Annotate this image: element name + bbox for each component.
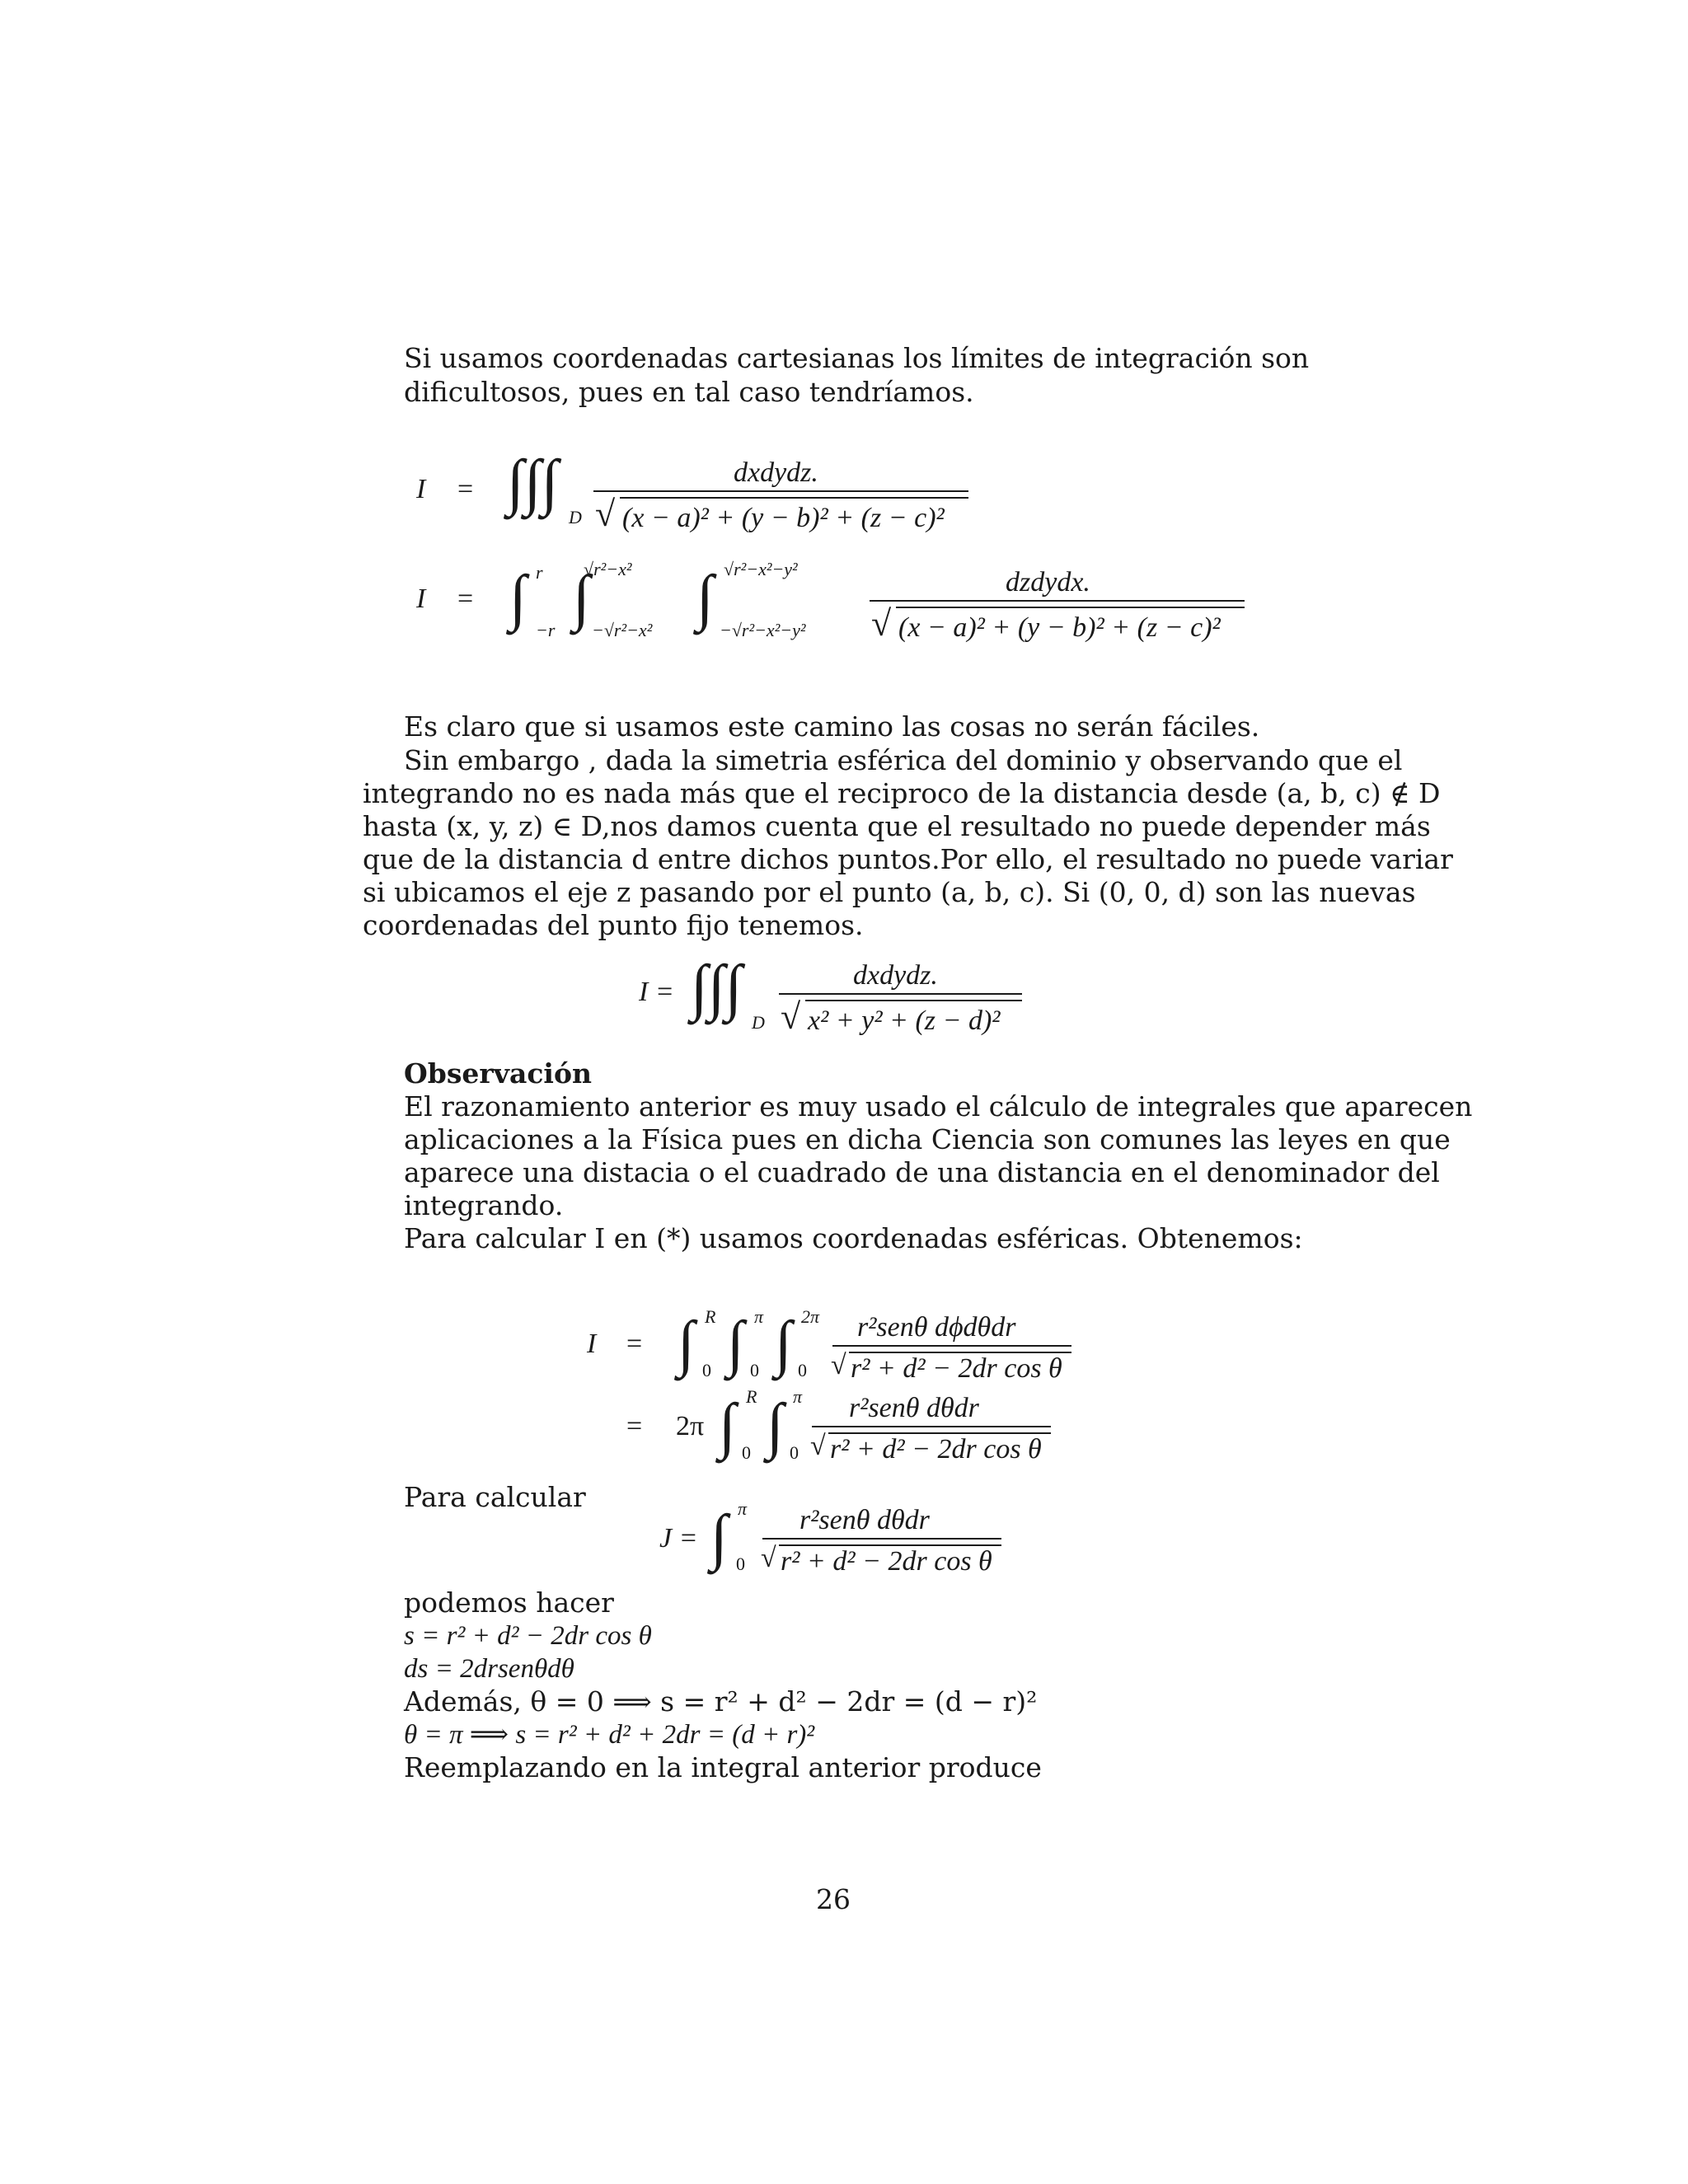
eq5-rel: = xyxy=(626,1411,643,1441)
final-line3: ds = 2drsenθdθ xyxy=(404,1654,574,1684)
eq4-integral-3: ∫ xyxy=(775,1309,792,1378)
obs-line1: El razonamiento anterior es muy usado el cálculo de integrales que aparecen xyxy=(404,1090,1473,1122)
para1-line1: Si usamos coordenadas cartesianas los límites de integración son xyxy=(404,342,1310,374)
eq6-integral: ∫ xyxy=(710,1502,728,1572)
eq3-frac-line xyxy=(779,993,1022,995)
para2-line5: que de la distancia d entre dichos puntos.Por ello, el resultado no puede variar xyxy=(363,843,1453,875)
eq2-rel: = xyxy=(457,583,474,614)
para2-line4: hasta (x, y, z) ∈ D,nos damos cuenta que el resultado no puede depender más xyxy=(363,810,1431,842)
eq4-integral-1: ∫ xyxy=(678,1309,695,1378)
eq2-lhs: I xyxy=(416,583,426,614)
eq6-lo: 0 xyxy=(736,1554,745,1574)
final-line6: Reemplazando en la integral anterior produce xyxy=(404,1751,1042,1783)
eq4-u1: R xyxy=(705,1306,716,1327)
eq3-den: x² + y² + (z − d)² xyxy=(808,1005,1001,1036)
obs-line4: integrando. xyxy=(404,1189,564,1221)
para2-line7: coordenadas del punto fijo tenemos. xyxy=(363,909,864,941)
eq5-coef: 2π xyxy=(676,1411,705,1441)
eq2-frac-line xyxy=(870,600,1245,602)
eq2-l3-up: √r²−x²−y² xyxy=(724,559,798,579)
eq2-den: (x − a)² + (y − b)² + (z − c)² xyxy=(898,612,1221,643)
eq5-sqrt-sign: √ xyxy=(810,1431,826,1461)
eq3-sub: D xyxy=(752,1012,765,1033)
eq2-l3-lo: −√r²−x²−y² xyxy=(720,620,806,640)
eq3-triple-integral: ∫∫∫ xyxy=(691,953,743,1022)
obs-title: Observación xyxy=(404,1057,592,1090)
eq4-integral-2: ∫ xyxy=(727,1309,744,1378)
eq4-num: r²senθ dϕdθdr xyxy=(857,1312,1016,1343)
eq1-sqrt: √ xyxy=(595,494,616,534)
eq3-sqrt: √ xyxy=(781,996,801,1037)
eq2-l1-lo: −r xyxy=(536,620,556,640)
eq1-lhs: I xyxy=(416,474,426,504)
eq2-sqrt: √ xyxy=(871,603,892,644)
para2-line3: integrando no es nada más que el reciproco de la distancia desde (a, b, c) ∉ D xyxy=(363,777,1441,809)
page-number: 26 xyxy=(816,1883,851,1915)
final-line2: s = r² + d² − 2dr cos θ xyxy=(404,1621,652,1651)
eq5-u2: π xyxy=(793,1386,803,1407)
eq5-lo2: 0 xyxy=(790,1442,799,1463)
eq2-l1-up: r xyxy=(536,562,543,583)
para2-line6: si ubicamos el eje z pasando por el punto (a, b, c). Si (0, 0, d) son las nuevas xyxy=(363,876,1416,908)
eq2-integral-3: ∫ xyxy=(696,563,714,632)
eq2-num: dzdydx. xyxy=(1006,567,1090,598)
eq1-rel: = xyxy=(457,474,474,504)
eq4-u2: π xyxy=(754,1306,764,1327)
eq6-den: r² + d² − 2dr cos θ xyxy=(781,1546,992,1577)
eq6-frac-line xyxy=(762,1538,1001,1540)
eq4-u3: 2π xyxy=(801,1306,820,1327)
eq4-lo3: 0 xyxy=(798,1360,807,1380)
eq3-num: dxdydz. xyxy=(853,960,938,991)
eq5-den: r² + d² − 2dr cos θ xyxy=(830,1434,1042,1465)
eq4-den: r² + d² − 2dr cos θ xyxy=(851,1353,1062,1384)
eq5-integral-1: ∫ xyxy=(719,1391,736,1460)
eq1-triple-integral: ∫∫∫ xyxy=(507,448,559,517)
eq3-lhs: I = xyxy=(639,977,674,1007)
eq4-rel: = xyxy=(626,1329,643,1359)
para2-line2: Sin embargo , dada la simetria esférica del dominio y observando que el xyxy=(404,744,1403,776)
eq4-sqrt-sign: √ xyxy=(831,1350,846,1380)
eq5-lo1: 0 xyxy=(742,1442,751,1463)
eq6-lhs: J = xyxy=(659,1523,698,1554)
eq4-lo1: 0 xyxy=(702,1360,711,1380)
eq1-sub: D xyxy=(569,507,582,527)
eq2-l2-up: √r²−x² xyxy=(584,559,632,579)
eq2-integral-1: ∫ xyxy=(509,563,527,632)
eq4-lo2: 0 xyxy=(750,1360,759,1380)
eq6-sqrt-sign: √ xyxy=(761,1543,776,1573)
eq5-frac-line xyxy=(812,1426,1051,1427)
obs-line2: aplicaciones a la Física pues en dicha Ciencia son comunes las leyes en que xyxy=(404,1123,1451,1155)
eq5-u1: R xyxy=(746,1386,757,1407)
obs-line5: Para calcular I en (*) usamos coordenadas esféricas. Obtenemos: xyxy=(404,1222,1303,1254)
final-line1: podemos hacer xyxy=(404,1586,614,1619)
eq1-den: (x − a)² + (y − b)² + (z − c)² xyxy=(622,503,945,533)
eq5-num: r²senθ dθdr xyxy=(849,1393,979,1423)
para2-line1: Es claro que si usamos este camino las cosas no serán fáciles. xyxy=(404,710,1260,743)
para1-line2: dificultosos, pues en tal caso tendríamos. xyxy=(404,376,974,408)
eq5-integral-2: ∫ xyxy=(767,1391,784,1460)
eq2-sqrt-bar xyxy=(896,607,1245,608)
eq4-lhs: I xyxy=(587,1329,597,1359)
obs-line3: aparece una distacia o el cuadrado de una distancia en el denominador del xyxy=(404,1156,1440,1188)
eq4-frac-line xyxy=(832,1345,1071,1347)
eq6-up: π xyxy=(738,1498,748,1519)
eq2-l2-lo: −√r²−x² xyxy=(592,620,653,640)
eq6-num: r²senθ dθdr xyxy=(799,1505,930,1535)
final-line5: θ = π ⟹ s = r² + d² + 2dr = (d + r)² xyxy=(404,1720,815,1750)
final-line4: Además, θ = 0 ⟹ s = r² + d² − 2dr = (d − r)² xyxy=(404,1685,1038,1718)
para-calcular: Para calcular xyxy=(404,1481,586,1513)
eq3-sqrt-bar xyxy=(805,1000,1022,1001)
eq1-sqrt-bar xyxy=(620,497,968,499)
eq1-num: dxdydz. xyxy=(734,457,818,488)
eq2-integral-2: ∫ xyxy=(573,563,590,632)
eq1-frac-line xyxy=(593,490,968,492)
